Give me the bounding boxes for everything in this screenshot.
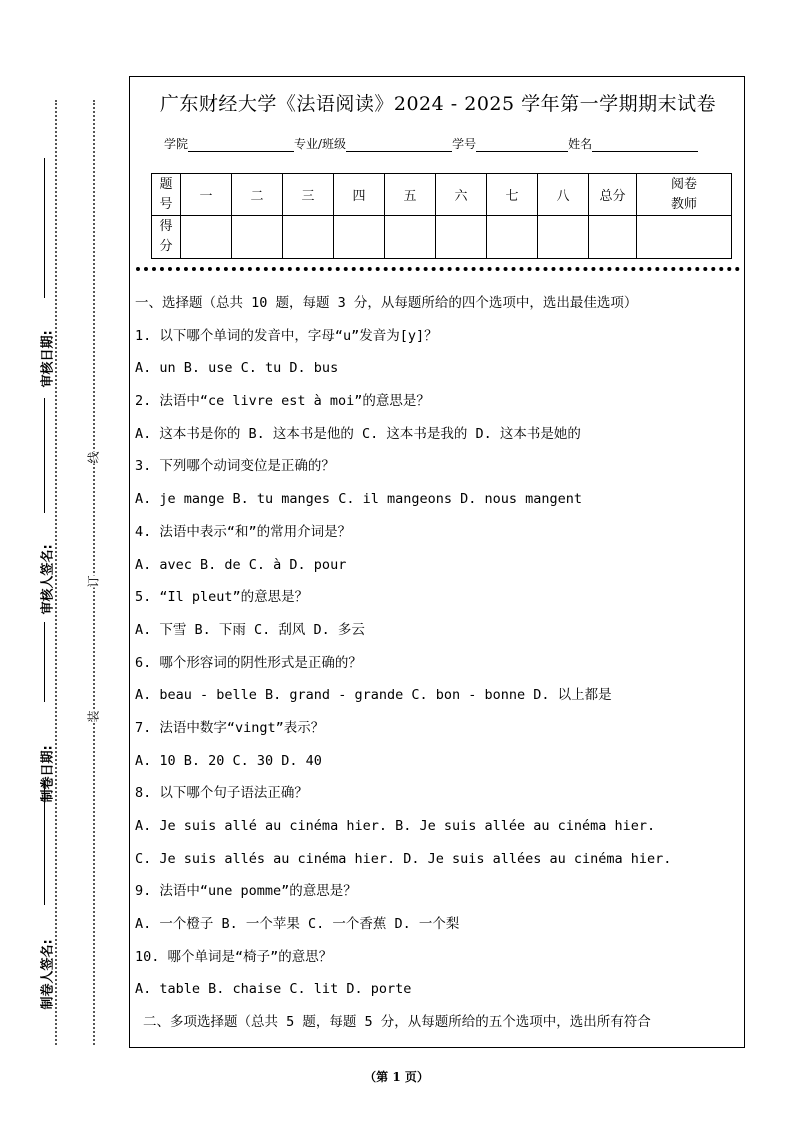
college-field[interactable] <box>188 137 294 152</box>
col-8: 八 <box>538 174 589 216</box>
question-options: A. 一个橙子 B. 一个苹果 C. 一个香蕉 D. 一个梨 <box>135 916 460 933</box>
question-options: A. 下雪 B. 下雨 C. 刮风 D. 多云 <box>135 621 365 638</box>
score-table <box>151 173 732 259</box>
question-options: A. Je suis allé au cinéma hier. B. Je suis allée au cinéma hier. <box>135 818 656 834</box>
dotted-separator <box>136 267 740 271</box>
question-options: A. beau - belle B. grand - grande C. bon - bonne D. 以上都是 <box>135 687 612 704</box>
score-cell[interactable] <box>334 216 385 259</box>
score-cell[interactable] <box>538 216 589 259</box>
margin-dotted-line-inner <box>93 100 95 1045</box>
question-text: 8. 以下哪个句子语法正确？ <box>135 785 308 802</box>
question-text: 5. “Il pleut”的意思是？ <box>135 589 309 606</box>
question-number-header: 题 号 <box>152 174 181 216</box>
col-5: 五 <box>385 174 436 216</box>
question-options: C. Je suis allés au cinéma hier. D. Je suis allées au cinéma hier. <box>135 850 672 867</box>
score-cell[interactable] <box>436 216 487 259</box>
section1-heading: 一、选择题（总共 10 题，每题 3 分，从每题所给的四个选项中，选出最佳选项） <box>135 295 638 311</box>
question-options: A. avec B. de C. à D. pour <box>135 556 347 573</box>
question-text: 1. 以下哪个单词的发音中，字母“u”发音为[y]？ <box>135 327 438 344</box>
col-7: 七 <box>487 174 538 216</box>
student-info-row <box>164 135 698 152</box>
binding-margin <box>0 0 125 1122</box>
question-text: 2. 法语中“ce livre est à moi”的意思是？ <box>135 393 430 410</box>
college-label: 学院 <box>164 137 189 151</box>
score-cell[interactable] <box>283 216 334 259</box>
question-text: 4. 法语中表示“和”的常用介词是？ <box>135 523 352 540</box>
question-text: 7. 法语中数字“vingt”表示？ <box>135 719 325 736</box>
question-text: 9. 法语中“une pomme”的意思是？ <box>135 883 357 900</box>
score-cell[interactable] <box>385 216 436 259</box>
review-date-label: 审核日期: <box>40 330 56 388</box>
exam-title: 广东财经大学《法语阅读》2024 - 2025 学年第一学期期末试卷 <box>159 93 717 115</box>
major-class-label: 专业/班级 <box>294 137 347 151</box>
paper-date-label: 制卷日期: <box>40 745 56 803</box>
name-field[interactable] <box>592 137 698 152</box>
question-options: A. 10 B. 20 C. 30 D. 40 <box>135 752 322 769</box>
question-options: A. table B. chaise C. lit D. porte <box>135 981 412 998</box>
exam-paper <box>129 76 745 1048</box>
question-options: A. je mange B. tu manges C. il mangeons D. nous mangent <box>135 491 583 508</box>
binding-char-zhuang: 装 <box>83 710 104 722</box>
student-id-label: 学号 <box>452 137 477 151</box>
question-text: 6. 哪个形容词的阴性形式是正确的？ <box>135 654 362 671</box>
col-6: 六 <box>436 174 487 216</box>
reviewer-signature-label: 审核人签名: <box>40 544 56 615</box>
section2-heading: 二、多项选择题（总共 5 题，每题 5 分，从每题所给的五个选项中，选出所有符合 <box>143 1014 651 1031</box>
name-label: 姓名 <box>568 137 593 151</box>
question-options: A. 这本书是你的 B. 这本书是他的 C. 这本书是我的 D. 这本书是她的 <box>135 425 581 442</box>
binding-char-xian: 线 <box>83 451 104 463</box>
question-options: A. un B. use C. tu D. bus <box>135 360 339 377</box>
page-number: （第 1 页） <box>364 1070 429 1084</box>
score-total-cell[interactable] <box>589 216 637 259</box>
score-cell[interactable] <box>181 216 232 259</box>
questions-content <box>135 287 745 1039</box>
question-text: 10. 哪个单词是“椅子”的意思？ <box>135 948 333 965</box>
question-text: 3. 下列哪个动词变位是正确的？ <box>135 458 335 475</box>
grader-cell[interactable] <box>637 216 732 259</box>
student-id-field[interactable] <box>476 137 568 152</box>
major-class-field[interactable] <box>346 137 452 152</box>
col-1: 一 <box>181 174 232 216</box>
col-2: 二 <box>232 174 283 216</box>
col-4: 四 <box>334 174 385 216</box>
score-header: 得 分 <box>152 216 181 259</box>
col-grader: 阅卷 教师 <box>637 174 732 216</box>
col-3: 三 <box>283 174 334 216</box>
maker-signature-label: 制卷人签名: <box>40 939 56 1010</box>
maker-signature-blank <box>44 780 45 905</box>
score-cell[interactable] <box>232 216 283 259</box>
score-cell[interactable] <box>487 216 538 259</box>
binding-char-ding: 订 <box>83 575 104 587</box>
col-total: 总分 <box>589 174 637 216</box>
